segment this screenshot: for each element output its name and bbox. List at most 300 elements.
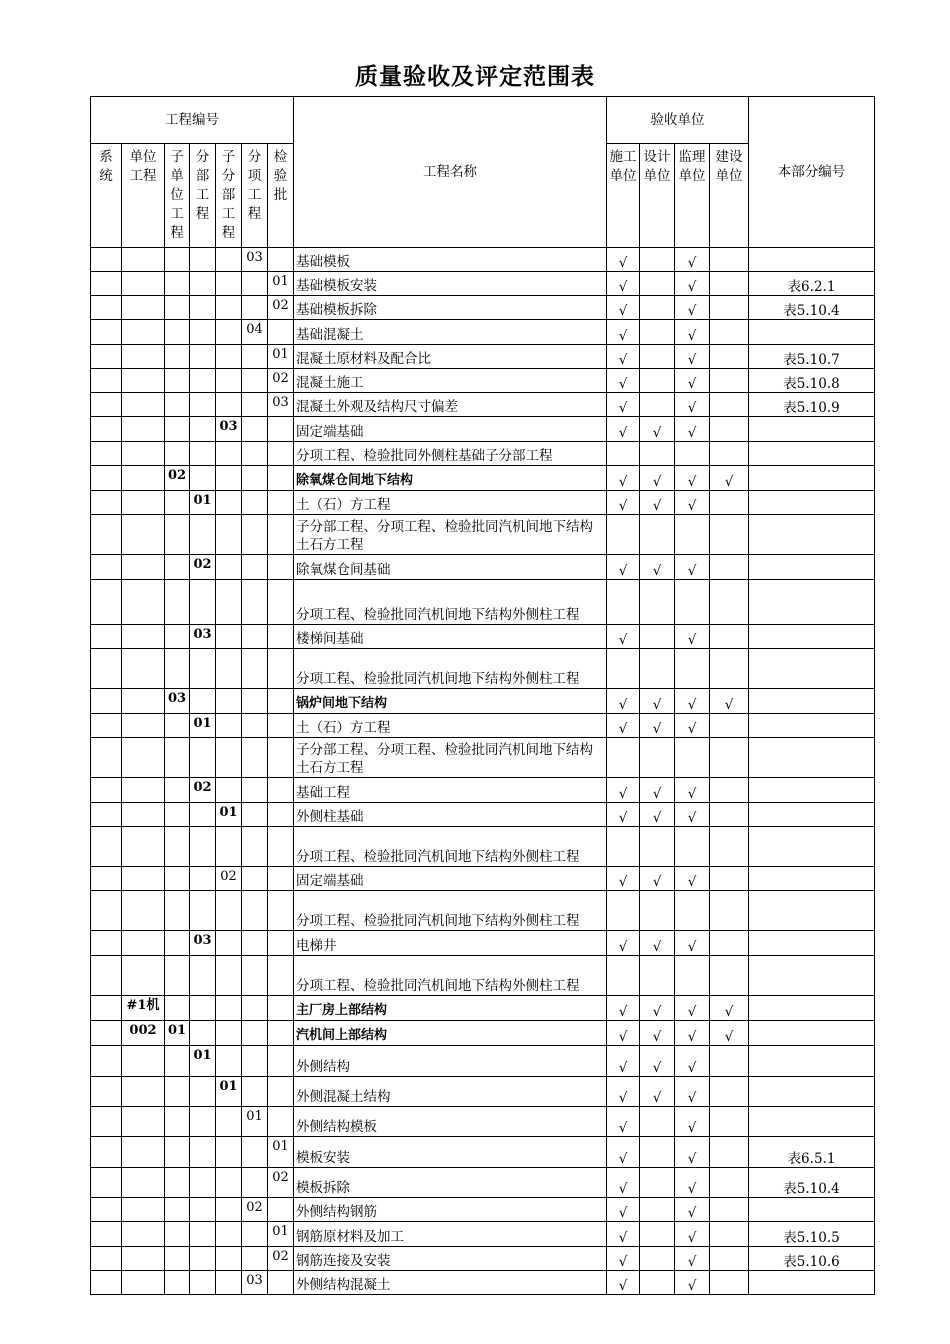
code-system-cell (91, 1198, 122, 1222)
quality-acceptance-table (90, 96, 875, 1295)
accept-construction-check: √ (607, 1046, 640, 1077)
accept-supervision-check: √ (675, 296, 710, 320)
accept-design-check (640, 1107, 675, 1137)
header-sub-division: 子分部工程 (216, 144, 242, 248)
project-name-cell: 基础模板 (294, 248, 607, 272)
accept-owner-check (710, 417, 749, 442)
code-sub-division-cell (216, 393, 242, 417)
code-item-cell (242, 996, 268, 1021)
code-lot-cell (268, 555, 294, 580)
code-sub-division-cell: 01 (216, 1077, 242, 1107)
code-sub-unit-cell (165, 738, 190, 778)
code-lot-cell (268, 1046, 294, 1077)
accept-construction-check (607, 442, 640, 466)
accept-construction-check: √ (607, 417, 640, 442)
code-item-cell (242, 1021, 268, 1046)
header-supervision-unit: 监理单位 (675, 144, 710, 248)
project-name-cell: 分项工程、检验批同外侧柱基础子分部工程 (294, 442, 607, 466)
accept-supervision-check: √ (675, 867, 710, 891)
section-number-cell: 表5.10.6 (749, 1247, 875, 1271)
code-sub-unit-cell (165, 345, 190, 369)
table-row (91, 466, 875, 491)
accept-design-check (640, 738, 675, 778)
section-number-cell (749, 1021, 875, 1046)
table-row (91, 996, 875, 1021)
code-division-cell (190, 867, 216, 891)
accept-owner-check (710, 956, 749, 996)
code-item-cell (242, 580, 268, 625)
code-sub-unit-cell (165, 1247, 190, 1271)
header-sub-unit-project: 子单位工程 (165, 144, 190, 248)
accept-construction-check (607, 891, 640, 931)
code-item-cell: 01 (242, 1107, 268, 1137)
project-name-cell: 模板拆除 (294, 1168, 607, 1198)
code-unit-cell (122, 1271, 165, 1295)
section-number-cell (749, 625, 875, 649)
accept-construction-check: √ (607, 1198, 640, 1222)
code-sub-unit-cell (165, 491, 190, 515)
accept-design-check (640, 1271, 675, 1295)
code-unit-cell (122, 714, 165, 738)
section-number-cell (749, 714, 875, 738)
code-item-cell (242, 625, 268, 649)
table-row (91, 515, 875, 555)
accept-supervision-check: √ (675, 1077, 710, 1107)
code-unit-cell (122, 1222, 165, 1247)
code-division-cell (190, 1222, 216, 1247)
code-division-cell: 01 (190, 714, 216, 738)
code-sub-unit-cell (165, 778, 190, 803)
code-lot-cell: 02 (268, 296, 294, 320)
code-lot-cell (268, 625, 294, 649)
code-unit-cell (122, 625, 165, 649)
code-unit-cell (122, 649, 165, 689)
accept-construction-check: √ (607, 1222, 640, 1247)
project-name-cell: 外侧结构 (294, 1046, 607, 1077)
accept-owner-check (710, 649, 749, 689)
code-system-cell (91, 956, 122, 996)
section-number-cell (749, 803, 875, 827)
accept-design-check (640, 515, 675, 555)
section-number-cell (749, 956, 875, 996)
code-sub-unit-cell (165, 580, 190, 625)
section-number-cell: 表6.2.1 (749, 272, 875, 296)
table-row (91, 1137, 875, 1168)
accept-supervision-check (675, 515, 710, 555)
code-unit-cell (122, 1137, 165, 1168)
accept-design-check (640, 393, 675, 417)
code-item-cell (242, 689, 268, 714)
header-unit-project: 单位工程 (122, 144, 165, 248)
code-sub-division-cell (216, 1107, 242, 1137)
code-item-cell (242, 555, 268, 580)
code-unit-cell (122, 393, 165, 417)
code-item-cell (242, 1137, 268, 1168)
accept-design-check (640, 345, 675, 369)
accept-owner-check (710, 515, 749, 555)
code-sub-division-cell: 03 (216, 417, 242, 442)
code-lot-cell (268, 738, 294, 778)
table-row (91, 491, 875, 515)
code-lot-cell (268, 1077, 294, 1107)
code-division-cell (190, 891, 216, 931)
code-sub-division-cell (216, 1222, 242, 1247)
table-row (91, 1021, 875, 1046)
project-name-cell: 锅炉间地下结构 (294, 689, 607, 714)
section-number-cell (749, 320, 875, 345)
code-sub-unit-cell (165, 827, 190, 867)
section-number-cell (749, 248, 875, 272)
code-lot-cell: 02 (268, 1247, 294, 1271)
accept-construction-check: √ (607, 320, 640, 345)
code-sub-division-cell (216, 345, 242, 369)
code-sub-division-cell (216, 891, 242, 931)
accept-design-check (640, 442, 675, 466)
code-lot-cell (268, 442, 294, 466)
code-sub-unit-cell (165, 272, 190, 296)
code-division-cell (190, 738, 216, 778)
code-lot-cell (268, 931, 294, 956)
section-number-cell (749, 515, 875, 555)
table-row (91, 417, 875, 442)
accept-supervision-check: √ (675, 1137, 710, 1168)
accept-supervision-check: √ (675, 1107, 710, 1137)
code-lot-cell (268, 491, 294, 515)
code-unit-cell (122, 1107, 165, 1137)
project-name-cell: 外侧混凝土结构 (294, 1077, 607, 1107)
project-name-cell: 子分部工程、分项工程、检验批同汽机间地下结构土石方工程 (294, 515, 607, 555)
code-sub-division-cell (216, 272, 242, 296)
page-title: 质量验收及评定范围表 (355, 63, 595, 90)
code-division-cell (190, 803, 216, 827)
code-lot-cell (268, 1107, 294, 1137)
table-row (91, 296, 875, 320)
table-row (91, 649, 875, 689)
code-sub-division-cell (216, 1168, 242, 1198)
section-number-cell (749, 417, 875, 442)
code-sub-unit-cell (165, 803, 190, 827)
accept-construction-check: √ (607, 555, 640, 580)
code-item-cell (242, 1077, 268, 1107)
code-item-cell (242, 738, 268, 778)
section-number-cell (749, 689, 875, 714)
code-division-cell (190, 1271, 216, 1295)
accept-supervision-check: √ (675, 689, 710, 714)
accept-owner-check (710, 442, 749, 466)
code-sub-division-cell: 01 (216, 803, 242, 827)
accept-design-check: √ (640, 931, 675, 956)
accept-supervision-check (675, 649, 710, 689)
accept-supervision-check: √ (675, 369, 710, 393)
project-name-cell: 基础混凝土 (294, 320, 607, 345)
code-sub-unit-cell (165, 1271, 190, 1295)
code-system-cell (91, 867, 122, 891)
accept-design-check: √ (640, 778, 675, 803)
code-lot-cell: 01 (268, 345, 294, 369)
code-item-cell (242, 649, 268, 689)
code-sub-unit-cell (165, 393, 190, 417)
code-sub-division-cell (216, 625, 242, 649)
code-system-cell (91, 248, 122, 272)
project-name-cell: 外侧结构混凝土 (294, 1271, 607, 1295)
code-system-cell (91, 393, 122, 417)
code-lot-cell: 01 (268, 1137, 294, 1168)
accept-design-check (640, 1247, 675, 1271)
header-owner-unit: 建设单位 (710, 144, 749, 248)
code-unit-cell (122, 1168, 165, 1198)
accept-owner-check (710, 891, 749, 931)
code-division-cell (190, 1168, 216, 1198)
code-division-cell (190, 417, 216, 442)
accept-owner-check (710, 1198, 749, 1222)
accept-owner-check (710, 345, 749, 369)
code-division-cell (190, 369, 216, 393)
code-sub-unit-cell (165, 248, 190, 272)
code-unit-cell (122, 1077, 165, 1107)
code-sub-division-cell (216, 778, 242, 803)
code-sub-unit-cell (165, 1137, 190, 1168)
code-sub-division-cell (216, 738, 242, 778)
section-number-cell (749, 1107, 875, 1137)
code-division-cell (190, 649, 216, 689)
code-division-cell: 03 (190, 931, 216, 956)
code-unit-cell (122, 345, 165, 369)
accept-owner-check (710, 931, 749, 956)
code-sub-unit-cell: 01 (165, 1021, 190, 1046)
code-lot-cell (268, 891, 294, 931)
code-item-cell (242, 296, 268, 320)
code-system-cell (91, 1247, 122, 1271)
section-number-cell: 表5.10.4 (749, 1168, 875, 1198)
code-system-cell (91, 580, 122, 625)
project-name-cell: 外侧结构模板 (294, 1107, 607, 1137)
accept-design-check: √ (640, 417, 675, 442)
code-unit-cell (122, 827, 165, 867)
code-division-cell (190, 393, 216, 417)
section-number-cell: 表5.10.5 (749, 1222, 875, 1247)
project-name-cell: 混凝土施工 (294, 369, 607, 393)
accept-owner-check (710, 555, 749, 580)
code-sub-unit-cell (165, 649, 190, 689)
accept-design-check (640, 827, 675, 867)
code-system-cell (91, 515, 122, 555)
code-sub-division-cell (216, 1046, 242, 1077)
table-row (91, 320, 875, 345)
accept-design-check (640, 248, 675, 272)
code-item-cell (242, 827, 268, 867)
code-item-cell (242, 803, 268, 827)
code-system-cell (91, 1137, 122, 1168)
accept-construction-check: √ (607, 1247, 640, 1271)
accept-owner-check (710, 803, 749, 827)
code-system-cell (91, 931, 122, 956)
code-sub-division-cell: 02 (216, 867, 242, 891)
header-construction-unit: 施工单位 (607, 144, 640, 248)
code-unit-cell (122, 1046, 165, 1077)
accept-construction-check (607, 580, 640, 625)
code-item-cell: 03 (242, 1271, 268, 1295)
code-sub-unit-cell (165, 320, 190, 345)
code-sub-division-cell (216, 714, 242, 738)
accept-supervision-check: √ (675, 345, 710, 369)
code-unit-cell (122, 248, 165, 272)
accept-construction-check: √ (607, 1077, 640, 1107)
code-system-cell (91, 272, 122, 296)
project-name-cell: 基础模板安装 (294, 272, 607, 296)
section-number-cell: 表6.5.1 (749, 1137, 875, 1168)
code-lot-cell: 02 (268, 369, 294, 393)
code-unit-cell (122, 778, 165, 803)
table-row (91, 625, 875, 649)
accept-owner-check (710, 248, 749, 272)
table-row (91, 827, 875, 867)
project-name-cell: 混凝土外观及结构尺寸偏差 (294, 393, 607, 417)
accept-owner-check (710, 491, 749, 515)
code-item-cell (242, 491, 268, 515)
accept-design-check: √ (640, 996, 675, 1021)
accept-owner-check: √ (710, 689, 749, 714)
project-name-cell: 模板安装 (294, 1137, 607, 1168)
code-division-cell: 02 (190, 555, 216, 580)
header-section-number: 本部分编号 (749, 97, 875, 248)
project-name-cell: 钢筋原材料及加工 (294, 1222, 607, 1247)
project-name-cell: 汽机间上部结构 (294, 1021, 607, 1046)
code-sub-unit-cell (165, 1046, 190, 1077)
accept-supervision-check: √ (675, 272, 710, 296)
accept-owner-check (710, 778, 749, 803)
project-name-cell: 固定端基础 (294, 417, 607, 442)
code-unit-cell (122, 272, 165, 296)
code-system-cell (91, 1046, 122, 1077)
code-item-cell (242, 714, 268, 738)
code-item-cell (242, 1247, 268, 1271)
table-row (91, 393, 875, 417)
accept-construction-check (607, 515, 640, 555)
code-unit-cell (122, 803, 165, 827)
code-item-cell (242, 442, 268, 466)
accept-supervision-check: √ (675, 1168, 710, 1198)
code-lot-cell: 01 (268, 1222, 294, 1247)
code-system-cell (91, 625, 122, 649)
project-name-cell: 除氧煤仓间基础 (294, 555, 607, 580)
code-lot-cell (268, 248, 294, 272)
table-row (91, 803, 875, 827)
code-sub-unit-cell (165, 369, 190, 393)
table-row (91, 345, 875, 369)
code-sub-division-cell (216, 296, 242, 320)
code-lot-cell (268, 580, 294, 625)
code-item-cell (242, 931, 268, 956)
section-number-cell (749, 491, 875, 515)
code-division-cell (190, 1137, 216, 1168)
code-division-cell (190, 1021, 216, 1046)
code-lot-cell: 01 (268, 272, 294, 296)
code-sub-unit-cell (165, 714, 190, 738)
project-name-cell: 外侧结构钢筋 (294, 1198, 607, 1222)
project-name-cell: 分项工程、检验批同汽机间地下结构外侧柱工程 (294, 827, 607, 867)
code-sub-unit-cell (165, 1198, 190, 1222)
accept-supervision-check: √ (675, 1198, 710, 1222)
table-row (91, 272, 875, 296)
code-sub-unit-cell: 02 (165, 466, 190, 491)
accept-supervision-check: √ (675, 803, 710, 827)
accept-owner-check (710, 369, 749, 393)
section-number-cell (749, 555, 875, 580)
code-unit-cell (122, 491, 165, 515)
accept-design-check (640, 1168, 675, 1198)
code-division-cell: 01 (190, 1046, 216, 1077)
code-sub-unit-cell (165, 625, 190, 649)
accept-owner-check (710, 1168, 749, 1198)
code-lot-cell (268, 1198, 294, 1222)
code-lot-cell (268, 320, 294, 345)
code-sub-division-cell (216, 689, 242, 714)
code-unit-cell (122, 689, 165, 714)
accept-owner-check (710, 580, 749, 625)
accept-supervision-check: √ (675, 393, 710, 417)
accept-owner-check (710, 393, 749, 417)
table-row (91, 442, 875, 466)
code-lot-cell (268, 689, 294, 714)
accept-design-check: √ (640, 491, 675, 515)
code-sub-unit-cell (165, 891, 190, 931)
accept-owner-check (710, 827, 749, 867)
unit-label-line2: 002 (129, 1023, 157, 1038)
project-name-cell: 分项工程、检验批同汽机间地下结构外侧柱工程 (294, 891, 607, 931)
code-system-cell (91, 320, 122, 345)
accept-supervision-check: √ (675, 1222, 710, 1247)
accept-owner-check (710, 296, 749, 320)
section-number-cell (749, 827, 875, 867)
code-sub-division-cell (216, 369, 242, 393)
code-item-cell (242, 345, 268, 369)
project-name-cell: 主厂房上部结构 (294, 996, 607, 1021)
code-sub-division-cell (216, 931, 242, 956)
code-unit-cell (122, 738, 165, 778)
code-sub-unit-cell (165, 1077, 190, 1107)
accept-construction-check: √ (607, 345, 640, 369)
code-system-cell (91, 1271, 122, 1295)
accept-owner-check (710, 1107, 749, 1137)
header-project-name: 工程名称 (294, 97, 607, 248)
code-sub-division-cell (216, 1198, 242, 1222)
code-item-cell (242, 778, 268, 803)
accept-construction-check (607, 956, 640, 996)
code-system-cell (91, 689, 122, 714)
code-lot-cell: 03 (268, 393, 294, 417)
accept-supervision-check: √ (675, 417, 710, 442)
code-item-cell (242, 515, 268, 555)
code-sub-unit-cell (165, 296, 190, 320)
code-lot-cell (268, 996, 294, 1021)
project-name-cell: 楼梯间基础 (294, 625, 607, 649)
accept-supervision-check: √ (675, 714, 710, 738)
section-number-cell (749, 580, 875, 625)
code-item-cell (242, 272, 268, 296)
code-division-cell (190, 296, 216, 320)
table-row (91, 1222, 875, 1247)
code-system-cell (91, 827, 122, 867)
code-system-cell (91, 1107, 122, 1137)
code-sub-division-cell (216, 827, 242, 867)
accept-owner-check (710, 738, 749, 778)
accept-owner-check: √ (710, 466, 749, 491)
project-name-cell: 分项工程、检验批同汽机间地下结构外侧柱工程 (294, 956, 607, 996)
header-acceptance-units: 验收单位 (607, 97, 749, 144)
section-number-cell: 表5.10.9 (749, 393, 875, 417)
code-unit-cell (122, 996, 165, 1021)
accept-supervision-check: √ (675, 320, 710, 345)
